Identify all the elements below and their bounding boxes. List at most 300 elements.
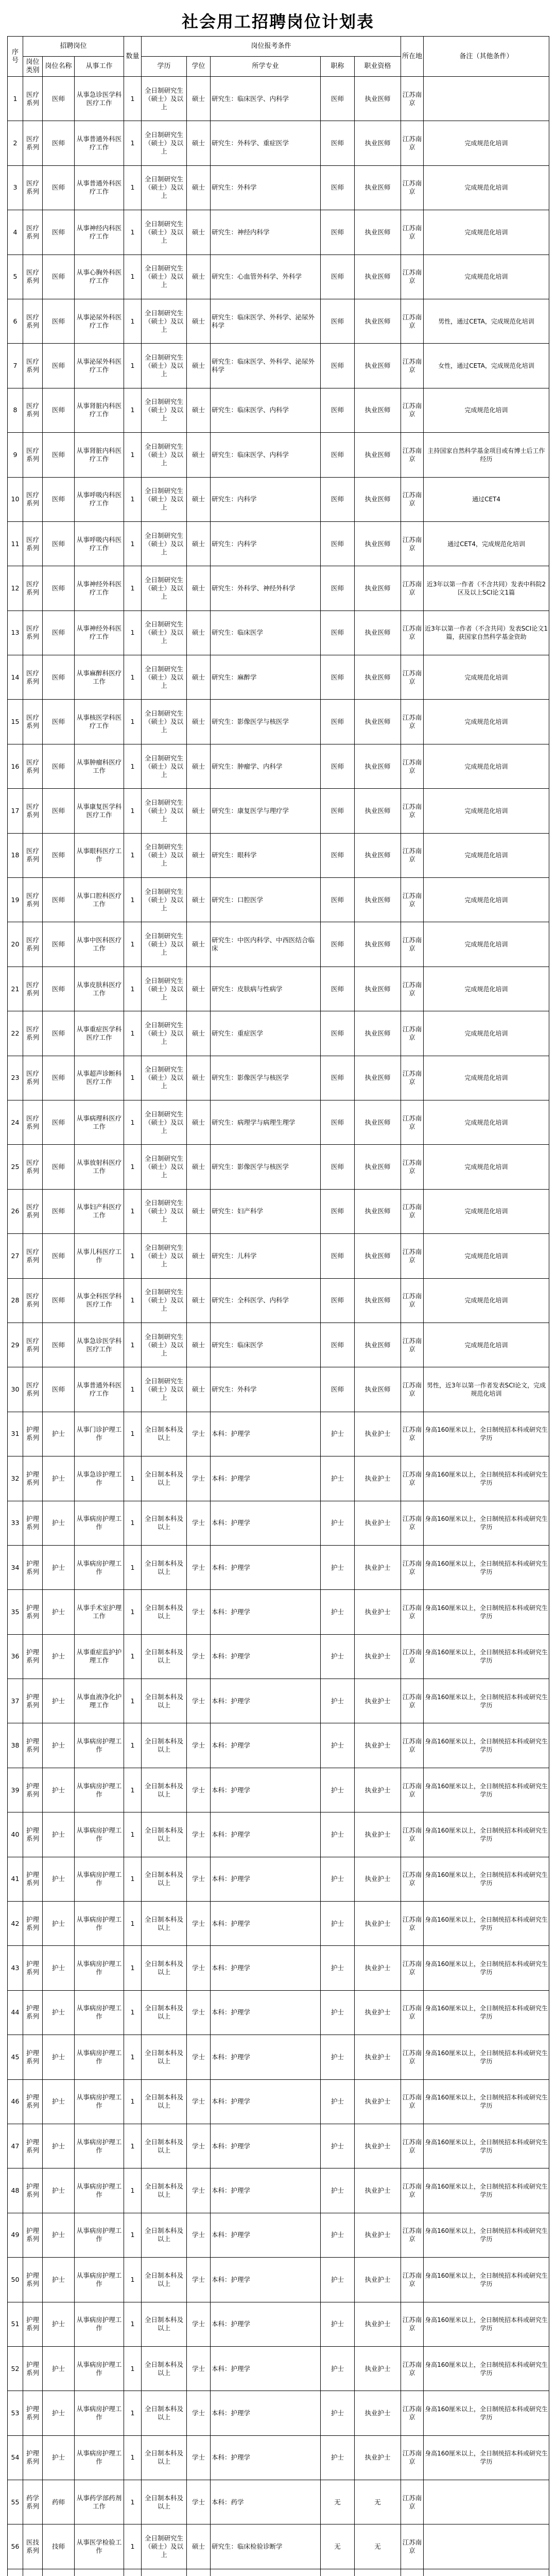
cell-no: 18 [8, 833, 23, 877]
cell-category: 护理系列 [23, 1456, 43, 1501]
cell-qual: 执业医师 [355, 700, 401, 744]
cell-degree: 硕士 [187, 165, 211, 210]
cell-category: 医技系列 [23, 2524, 43, 2569]
cell-no: 32 [8, 1456, 23, 1501]
cell-title: 护士 [321, 1812, 355, 1857]
cell-loc: 江苏南京 [401, 1902, 424, 1946]
cell-category: 护理系列 [23, 1946, 43, 1990]
cell-edu: 全日制研究生（硕士）及以上 [142, 121, 187, 165]
cell-loc: 江苏南京 [401, 1011, 424, 1056]
cell-post-name: 护士 [43, 1679, 75, 1723]
cell-title: 医师 [321, 1145, 355, 1189]
cell-post-name: 护士 [43, 1812, 75, 1857]
cell-major: 研究生：病理学与病理生理学 [211, 1100, 321, 1144]
table-row [8, 2258, 549, 2302]
cell-count: 1 [124, 1011, 142, 1056]
cell-count: 1 [124, 2213, 142, 2257]
cell-degree: 硕士 [187, 1145, 211, 1189]
cell-post-name: 医师 [43, 611, 75, 655]
cell-category: 护理系列 [23, 2168, 43, 2213]
cell-loc: 江苏南京 [401, 2480, 424, 2524]
cell-degree: 硕士 [187, 210, 211, 255]
cell-work: 从事康复医学科医疗工作 [75, 789, 124, 833]
cell-category [23, 2569, 43, 2576]
cell-no: 29 [8, 1323, 23, 1367]
cell-work: 从事麻醉科医疗工作 [75, 655, 124, 700]
cell-loc: 江苏南京 [401, 1412, 424, 1456]
cell-post-name: 医师 [43, 344, 75, 388]
cell-loc: 江苏南京 [401, 789, 424, 833]
cell-category: 医疗系列 [23, 299, 43, 343]
cell-loc: 江苏南京 [401, 1590, 424, 1634]
cell-major: 本科：护理学 [211, 2302, 321, 2346]
cell-note: 身高160厘米以上，全日制统招本科或研究生学历 [424, 1634, 549, 1679]
cell-count: 1 [124, 566, 142, 611]
table-row [8, 2035, 549, 2079]
cell-work: 从事急诊护理工作 [75, 1456, 124, 1501]
cell-count: 1 [124, 611, 142, 655]
cell-work: 从事医学检验工作 [75, 2524, 124, 2569]
cell-qual: 执业医师 [355, 1234, 401, 1278]
cell-degree: 学士 [187, 2035, 211, 2079]
cell-count: 1 [124, 2168, 142, 2213]
cell-count: 1 [124, 1189, 142, 1233]
cell-qual: 执业医师 [355, 1367, 401, 1412]
cell-major: 研究生：心血管外科学、外科学 [211, 255, 321, 299]
cell-title: 护士 [321, 1679, 355, 1723]
cell-qual: 执业护士 [355, 1723, 401, 1768]
cell-category: 医疗系列 [23, 833, 43, 877]
cell-category: 医疗系列 [23, 1234, 43, 1278]
cell-work [75, 2569, 124, 2576]
cell-major: 本科：护理学 [211, 2035, 321, 2079]
cell-qual: 执业医师 [355, 433, 401, 477]
cell-count: 1 [124, 2079, 142, 2124]
cell-major: 研究生：临床检验诊断学 [211, 2524, 321, 2569]
header-req-group: 岗位报考条件 [142, 37, 401, 57]
cell-work: 从事病房护理工作 [75, 2213, 124, 2257]
cell-post-name: 医师 [43, 521, 75, 566]
cell-no: 52 [8, 2346, 23, 2391]
cell-no: 43 [8, 1946, 23, 1990]
cell-work: 从事普通外科医疗工作 [75, 165, 124, 210]
cell-work: 从事病房护理工作 [75, 1857, 124, 1901]
cell-count: 1 [124, 1145, 142, 1189]
header-post-group: 招聘岗位 [23, 37, 124, 57]
cell-category: 护理系列 [23, 2079, 43, 2124]
cell-category: 医疗系列 [23, 967, 43, 1011]
cell-note: 身高160厘米以上，全日制统招本科或研究生学历 [424, 2435, 549, 2480]
cell-note: 完成规范化培训 [424, 1189, 549, 1233]
cell-loc: 江苏南京 [401, 2168, 424, 2213]
cell-degree: 学士 [187, 2213, 211, 2257]
cell-edu: 全日制研究生（硕士）及以上 [142, 744, 187, 788]
cell-category: 医疗系列 [23, 521, 43, 566]
cell-major: 本科：护理学 [211, 2391, 321, 2435]
cell-category: 护理系列 [23, 1990, 43, 2035]
cell-title: 医师 [321, 967, 355, 1011]
cell-count: 1 [124, 1634, 142, 1679]
cell-degree: 硕士 [187, 655, 211, 700]
cell-qual: 执业医师 [355, 655, 401, 700]
cell-degree: 学士 [187, 2480, 211, 2524]
cell-loc: 江苏南京 [401, 967, 424, 1011]
table-row [8, 1590, 549, 1634]
cell-category: 医疗系列 [23, 611, 43, 655]
cell-count: 1 [124, 1590, 142, 1634]
cell-edu: 全日制研究生（硕士）及以上 [142, 1323, 187, 1367]
cell-degree: 硕士 [187, 967, 211, 1011]
cell-degree: 学士 [187, 1812, 211, 1857]
cell-note: 身高160厘米以上，全日制统招本科或研究生学历 [424, 1545, 549, 1589]
table-row [8, 1278, 549, 1323]
cell-loc: 江苏南京 [401, 521, 424, 566]
header-work: 从事工作 [75, 57, 124, 77]
recruitment-table [7, 36, 549, 2576]
cell-no: 21 [8, 967, 23, 1011]
cell-qual: 执业护士 [355, 1902, 401, 1946]
cell-loc: 江苏南京 [401, 2346, 424, 2391]
table-row [8, 1501, 549, 1545]
table-row [8, 433, 549, 477]
cell-work: 从事重症医学科医疗工作 [75, 1011, 124, 1056]
cell-major: 本科：护理学 [211, 2258, 321, 2302]
cell-no: 55 [8, 2480, 23, 2524]
cell-no: 54 [8, 2435, 23, 2480]
cell-degree: 学士 [187, 1990, 211, 2035]
table-row [8, 1679, 549, 1723]
header-title: 职称 [321, 57, 355, 77]
cell-edu: 全日制研究生（硕士）及以上 [142, 1011, 187, 1056]
cell-degree: 硕士 [187, 700, 211, 744]
cell-no: 27 [8, 1234, 23, 1278]
cell-major: 本科：护理学 [211, 2079, 321, 2124]
cell-post-name: 医师 [43, 1189, 75, 1233]
cell-count: 1 [124, 344, 142, 388]
cell-loc: 江苏南京 [401, 1723, 424, 1768]
cell-work: 从事病房护理工作 [75, 1501, 124, 1545]
cell-count: 1 [124, 1946, 142, 1990]
cell-major: 研究生：影像医学与核医学 [211, 1056, 321, 1100]
cell-title: 护士 [321, 2258, 355, 2302]
table-row [8, 655, 549, 700]
cell-post-name: 药师 [43, 2480, 75, 2524]
cell-title: 医师 [321, 1278, 355, 1323]
cell-major: 研究生：临床医学、内科学 [211, 388, 321, 432]
cell-no: 9 [8, 433, 23, 477]
page-title: 社会用工招聘岗位计划表 [181, 12, 374, 31]
cell-edu: 全日制研究生（硕士）及以上 [142, 165, 187, 210]
cell-note: 身高160厘米以上，全日制统招本科或研究生学历 [424, 2079, 549, 2124]
cell-major: 研究生：眼科学 [211, 833, 321, 877]
cell-major: 研究生：外科学 [211, 1367, 321, 1412]
cell-category: 医疗系列 [23, 165, 43, 210]
cell-title: 护士 [321, 2079, 355, 2124]
cell-edu: 全日制本科及以上 [142, 1679, 187, 1723]
cell-work: 从事肾脏内科医疗工作 [75, 388, 124, 432]
table-row [8, 2435, 549, 2480]
table-row [8, 700, 549, 744]
cell-work: 从事病房护理工作 [75, 2079, 124, 2124]
cell-edu: 全日制研究生（硕士）及以上 [142, 1234, 187, 1278]
cell-post-name: 护士 [43, 1545, 75, 1589]
cell-no: 39 [8, 1768, 23, 1812]
cell-count: 1 [124, 1234, 142, 1278]
cell-title: 医师 [321, 77, 355, 121]
cell-major: 本科：护理学 [211, 1946, 321, 1990]
cell-degree: 硕士 [187, 1056, 211, 1100]
cell-loc: 江苏南京 [401, 1056, 424, 1100]
cell-category: 护理系列 [23, 1902, 43, 1946]
cell-no: 44 [8, 1990, 23, 2035]
cell-edu: 全日制研究生（硕士）及以上 [142, 388, 187, 432]
cell-work: 从事血液净化护理工作 [75, 1679, 124, 1723]
cell-category: 医疗系列 [23, 210, 43, 255]
cell-qual: 执业医师 [355, 566, 401, 611]
cell-post-name: 护士 [43, 2302, 75, 2346]
cell-note: 身高160厘米以上，全日制统招本科或研究生学历 [424, 2346, 549, 2391]
cell-title: 护士 [321, 2435, 355, 2480]
cell-post-name: 医师 [43, 789, 75, 833]
table-row [8, 1946, 549, 1990]
cell-title: 护士 [321, 2346, 355, 2391]
cell-loc: 江苏南京 [401, 2124, 424, 2168]
cell-work: 从事病房护理工作 [75, 2302, 124, 2346]
cell-category: 护理系列 [23, 2346, 43, 2391]
cell-work: 从事病房护理工作 [75, 2346, 124, 2391]
cell-major: 研究生：影像医学与核医学 [211, 1145, 321, 1189]
cell-degree: 硕士 [187, 833, 211, 877]
cell-no: 37 [8, 1679, 23, 1723]
cell-edu: 全日制研究生（硕士）及以上 [142, 878, 187, 922]
cell-note: 完成规范化培训 [424, 700, 549, 744]
cell-loc: 江苏南京 [401, 2079, 424, 2124]
cell-major: 研究生：外科学、神经外科学 [211, 566, 321, 611]
cell-title: 医师 [321, 566, 355, 611]
cell-degree: 硕士 [187, 922, 211, 967]
cell-count: 1 [124, 1100, 142, 1144]
cell-post-name: 医师 [43, 255, 75, 299]
cell-count: 1 [124, 1367, 142, 1412]
cell-count: 1 [124, 1456, 142, 1501]
cell-note: 完成规范化培训 [424, 210, 549, 255]
table-row [8, 611, 549, 655]
cell-note: 通过CET4，完成规范化培训 [424, 521, 549, 566]
cell-post-name: 医师 [43, 433, 75, 477]
cell-post-name: 护士 [43, 2168, 75, 2213]
cell-title: 无 [321, 2524, 355, 2569]
cell-post-name: 护士 [43, 1902, 75, 1946]
table-row [8, 1412, 549, 1456]
cell-major: 研究生：临床医学、内科学 [211, 77, 321, 121]
cell-edu: 全日制本科及以上 [142, 1946, 187, 1990]
cell-note: 身高160厘米以上，全日制统招本科或研究生学历 [424, 1946, 549, 1990]
cell-count: 1 [124, 878, 142, 922]
cell-edu: 全日制本科及以上 [142, 2124, 187, 2168]
table-row [8, 2079, 549, 2124]
cell-loc: 江苏南京 [401, 2524, 424, 2569]
cell-qual: 执业医师 [355, 388, 401, 432]
cell-title: 医师 [321, 1100, 355, 1144]
cell-title: 无 [321, 2480, 355, 2524]
cell-category: 医疗系列 [23, 1367, 43, 1412]
cell-edu: 全日制本科及以上 [142, 2168, 187, 2213]
cell-loc: 江苏南京 [401, 1857, 424, 1901]
cell-major: 本科：护理学 [211, 1902, 321, 1946]
cell-title: 医师 [321, 833, 355, 877]
cell-qual: 执业护士 [355, 2213, 401, 2257]
cell-work: 从事神经内科医疗工作 [75, 210, 124, 255]
cell-edu: 全日制本科及以上 [142, 1590, 187, 1634]
cell-no: 12 [8, 566, 23, 611]
cell-title: 医师 [321, 655, 355, 700]
cell-count: 1 [124, 2480, 142, 2524]
cell-post-name: 医师 [43, 210, 75, 255]
cell-no: 3 [8, 165, 23, 210]
cell-category: 医疗系列 [23, 1278, 43, 1323]
cell-category: 医疗系列 [23, 1100, 43, 1144]
cell-major: 本科：护理学 [211, 2435, 321, 2480]
cell-major: 本科：护理学 [211, 2168, 321, 2213]
cell-major: 研究生：临床医学、外科学、泌尿外科学 [211, 344, 321, 388]
cell-no: 11 [8, 521, 23, 566]
cell-count: 1 [124, 2124, 142, 2168]
table-row [8, 2168, 549, 2213]
cell-post-name: 医师 [43, 1323, 75, 1367]
cell-loc: 江苏南京 [401, 344, 424, 388]
cell-note: 近3年以第一作者（不含共同）发表中科院2区及以上SCI论文1篇 [424, 566, 549, 611]
cell-major: 本科：护理学 [211, 1679, 321, 1723]
cell-count: 1 [124, 1056, 142, 1100]
cell-category: 护理系列 [23, 1412, 43, 1456]
cell-note: 身高160厘米以上，全日制统招本科或研究生学历 [424, 2213, 549, 2257]
cell-post-name: 护士 [43, 2258, 75, 2302]
cell-count: 1 [124, 1679, 142, 1723]
cell-post-name: 医师 [43, 744, 75, 788]
cell-major: 研究生：全科医学、内科学 [211, 1278, 321, 1323]
cell-degree: 学士 [187, 2435, 211, 2480]
cell-category: 护理系列 [23, 1812, 43, 1857]
cell-category: 医疗系列 [23, 1056, 43, 1100]
cell-count: 1 [124, 521, 142, 566]
cell-work: 从事药学部药剂工作 [75, 2480, 124, 2524]
table-row [8, 1723, 549, 1768]
table-row [8, 2213, 549, 2257]
cell-degree: 学士 [187, 1590, 211, 1634]
cell-note: 身高160厘米以上，全日制统招本科或研究生学历 [424, 1456, 549, 1501]
cell-no: 31 [8, 1412, 23, 1456]
cell-title: 医师 [321, 922, 355, 967]
cell-title: 医师 [321, 789, 355, 833]
cell-loc: 江苏南京 [401, 655, 424, 700]
table-row [8, 566, 549, 611]
cell-post-name: 护士 [43, 2435, 75, 2480]
table-row [8, 1812, 549, 1857]
cell-major: 本科：护理学 [211, 1412, 321, 1456]
table-row [8, 2124, 549, 2168]
cell-loc: 江苏南京 [401, 566, 424, 611]
cell-count: 1 [124, 1990, 142, 2035]
cell-count: 1 [124, 1323, 142, 1367]
cell-loc: 江苏南京 [401, 744, 424, 788]
cell-qual: 执业医师 [355, 77, 401, 121]
cell-no: 14 [8, 655, 23, 700]
cell-qual: 执业护士 [355, 1768, 401, 1812]
cell-degree: 硕士 [187, 521, 211, 566]
cell-post-name: 护士 [43, 1768, 75, 1812]
cell-count: 1 [124, 1902, 142, 1946]
cell-count: 1 [124, 2302, 142, 2346]
header-major: 所学专业 [211, 57, 321, 77]
cell-loc: 江苏南京 [401, 611, 424, 655]
cell-note: 身高160厘米以上，全日制统招本科或研究生学历 [424, 1902, 549, 1946]
cell-post-name: 护士 [43, 2079, 75, 2124]
cell-loc: 江苏南京 [401, 922, 424, 967]
cell-degree: 学士 [187, 2346, 211, 2391]
cell-degree: 学士 [187, 1634, 211, 1679]
cell-post-name: 医师 [43, 299, 75, 343]
cell-post-name: 护士 [43, 1501, 75, 1545]
cell-note: 完成规范化培训 [424, 121, 549, 165]
table-row [8, 1857, 549, 1901]
cell-no: 24 [8, 1100, 23, 1144]
cell-major: 研究生：皮肤病与性病学 [211, 967, 321, 1011]
cell-major: 研究生：康复医学与理疗学 [211, 789, 321, 833]
cell-edu: 全日制研究生（硕士）及以上 [142, 1100, 187, 1144]
table-row [8, 344, 549, 388]
cell-degree: 硕士 [187, 1189, 211, 1233]
cell-no: 42 [8, 1902, 23, 1946]
cell-work: 从事病房护理工作 [75, 2035, 124, 2079]
cell-category: 药学系列 [23, 2480, 43, 2524]
cell-no: 38 [8, 1723, 23, 1768]
table-row [8, 1902, 549, 1946]
cell-loc: 江苏南京 [401, 1145, 424, 1189]
cell-edu: 全日制本科及以上 [142, 1634, 187, 1679]
table-row [8, 922, 549, 967]
cell-count: 1 [124, 700, 142, 744]
cell-loc: 江苏南京 [401, 2435, 424, 2480]
cell-work: 从事泌尿外科医疗工作 [75, 299, 124, 343]
cell-category: 护理系列 [23, 2213, 43, 2257]
cell-no: 45 [8, 2035, 23, 2079]
cell-degree: 学士 [187, 1857, 211, 1901]
cell-no: 1 [8, 77, 23, 121]
cell-degree: 硕士 [187, 1278, 211, 1323]
cell-title: 护士 [321, 1501, 355, 1545]
cell-note: 完成规范化培训 [424, 1100, 549, 1144]
cell-note: 完成规范化培训 [424, 833, 549, 877]
cell-qual: 执业医师 [355, 1278, 401, 1323]
cell-qual: 执业护士 [355, 1456, 401, 1501]
header-post-name: 岗位名称 [43, 57, 75, 77]
cell-post-name: 医师 [43, 655, 75, 700]
cell-degree: 学士 [187, 1768, 211, 1812]
cell-work: 从事普通外科医疗工作 [75, 1367, 124, 1412]
cell-note: 身高160厘米以上，全日制统招本科或研究生学历 [424, 1768, 549, 1812]
cell-note: 完成规范化培训 [424, 255, 549, 299]
cell-category: 医疗系列 [23, 922, 43, 967]
cell-title: 护士 [321, 1857, 355, 1901]
cell-note: 身高160厘米以上，全日制统招本科或研究生学历 [424, 2168, 549, 2213]
cell-note: 身高160厘米以上，全日制统招本科或研究生学历 [424, 2124, 549, 2168]
cell-no: 40 [8, 1812, 23, 1857]
cell-degree: 学士 [187, 2258, 211, 2302]
cell-category: 医疗系列 [23, 1145, 43, 1189]
cell-no [8, 2569, 23, 2576]
cell-qual: 执业护士 [355, 2124, 401, 2168]
cell-degree: 硕士 [187, 611, 211, 655]
